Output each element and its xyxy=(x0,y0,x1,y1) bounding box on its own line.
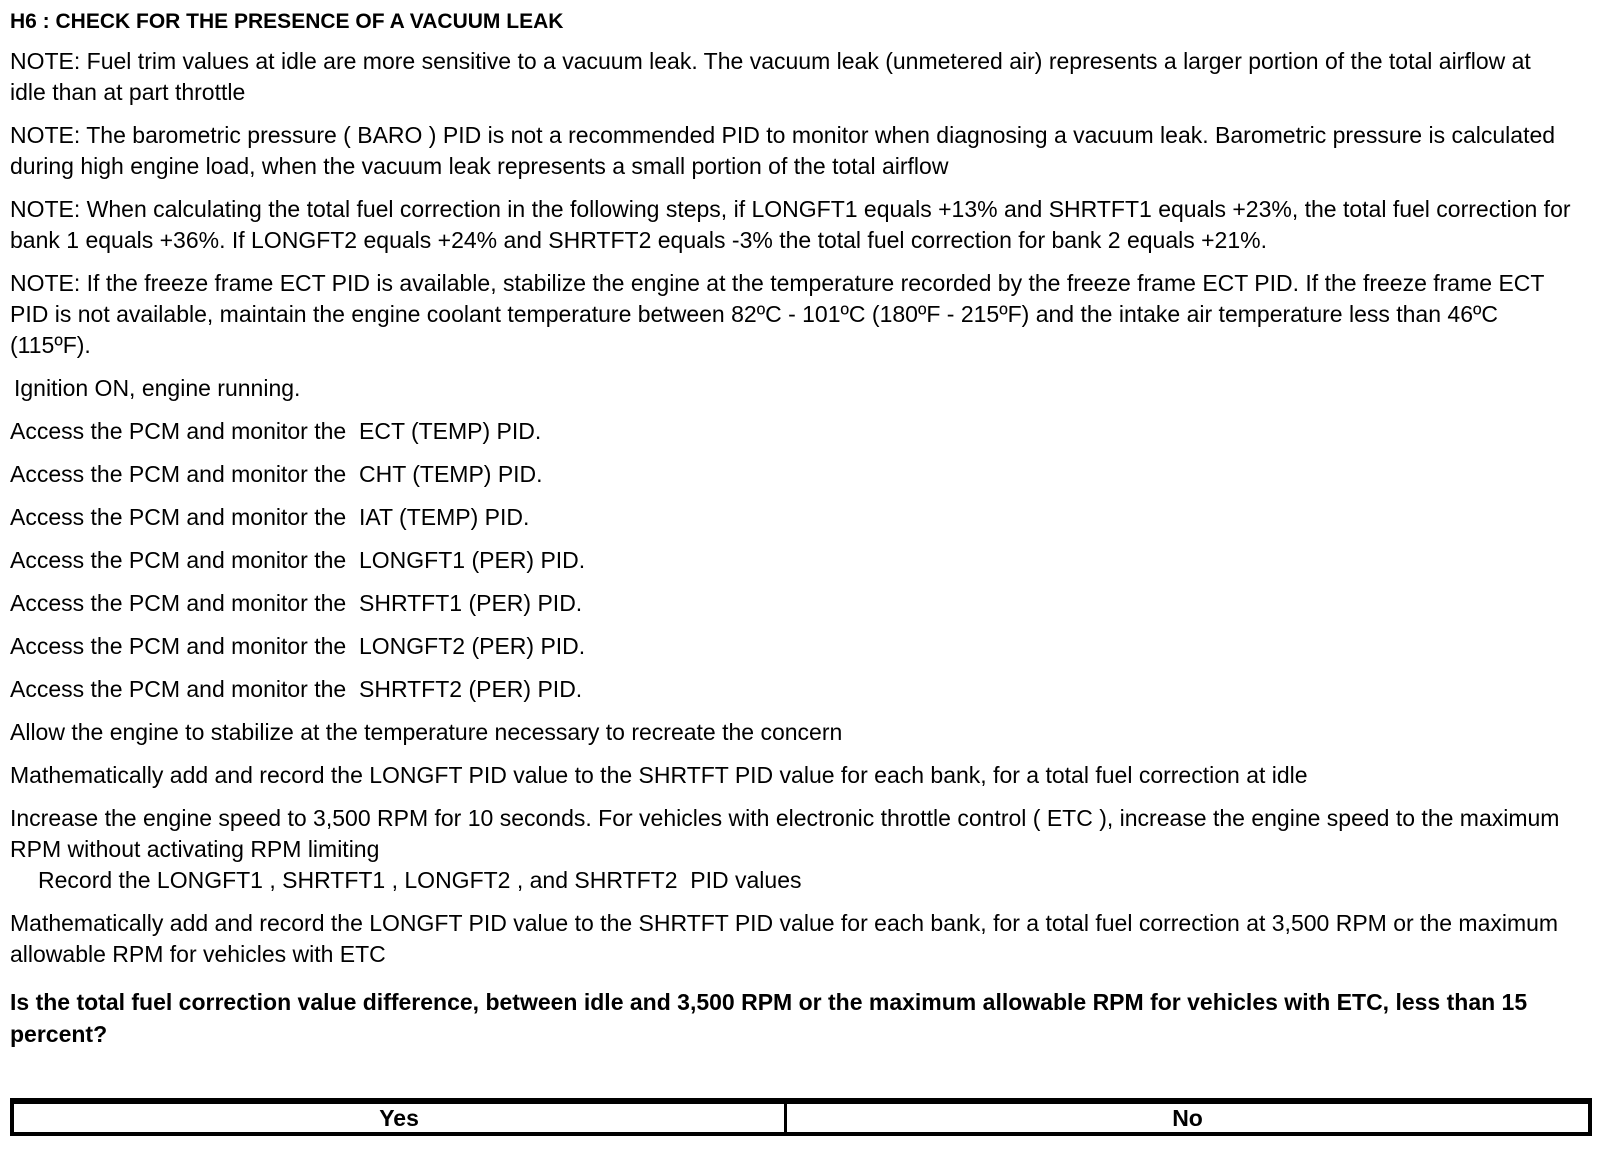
step-monitor-shrtft1-pid: Access the PCM and monitor the SHRTFT1 (PER) PID. xyxy=(10,590,583,616)
step-stabilize-engine-temperature: Allow the engine to stabilize at the temperature necessary to recreate the concern xyxy=(10,719,843,745)
answer-table-row xyxy=(12,1101,1590,1134)
question-text: Is the total fuel correction value difference, between idle and 3,500 RPM or the maximum allowable RPM for vehicles with ETC, less than 15 percent? xyxy=(10,989,1534,1047)
note-freeze-frame-ect: NOTE: If the freeze frame ECT PID is available, stabilize the engine at the temperature recorded by the freeze frame ECT PID. If the freeze frame ECT PID is not available, maintain the engine coolant temperature between 82ºC - 101ºC (180ºF - 215ºF) and the intake air temperature less than 46ºC (115ºF). xyxy=(10,270,1551,358)
step-increase-engine-speed xyxy=(10,803,1572,896)
page-title: H6 : CHECK FOR THE PRESENCE OF A VACUUM LEAK xyxy=(10,10,564,33)
step-monitor-longft1-pid: Access the PCM and monitor the LONGFT1 (PER) PID. xyxy=(10,547,586,573)
step-monitor-cht-pid: Access the PCM and monitor the CHT (TEMP) PID. xyxy=(10,461,543,487)
step-increase-engine-speed-text: Increase the engine speed to 3,500 RPM for 10 seconds. For vehicles with electronic throttle control ( ETC ), increase the engine speed to the maximum RPM without activating RPM limiting xyxy=(10,805,1566,862)
answer-table xyxy=(10,1098,1592,1136)
step-monitor-ect-pid: Access the PCM and monitor the ECT (TEMP) PID. xyxy=(10,418,542,444)
step-total-fuel-correction-3500rpm: Mathematically add and record the LONGFT PID value to the SHRTFT PID value for each bank, for a total fuel correction at 3,500 RPM or the maximum allowable RPM for vehicles with ETC xyxy=(10,910,1565,967)
note-barometric-pressure: NOTE: The barometric pressure ( BARO ) PID is not a recommended PID to monitor when diagnosing a vacuum leak. Barometric pressure is calculated during high engine load, when the vacuum leak represents a small portion of the total airflow xyxy=(10,122,1562,179)
note-fuel-trim-sensitivity: NOTE: Fuel trim values at idle are more sensitive to a vacuum leak. The vacuum leak (unmetered air) represents a larger portion of the total airflow at idle than at part throttle xyxy=(10,48,1538,105)
no-cell: No xyxy=(786,1101,1590,1134)
step-total-fuel-correction-idle: Mathematically add and record the LONGFT PID value to the SHRTFT PID value for each bank, for a total fuel correction at idle xyxy=(10,762,1308,788)
yes-cell: Yes xyxy=(12,1101,786,1134)
step-monitor-longft2-pid: Access the PCM and monitor the LONGFT2 (PER) PID. xyxy=(10,633,586,659)
step-monitor-shrtft2-pid: Access the PCM and monitor the SHRTFT2 (PER) PID. xyxy=(10,676,583,702)
step-record-pid-values: Record the LONGFT1 , SHRTFT1 , LONGFT2 , and SHRTFT2 PID values xyxy=(38,867,802,893)
step-ignition-on: Ignition ON, engine running. xyxy=(14,375,301,401)
note-total-fuel-correction-example: NOTE: When calculating the total fuel correction in the following steps, if LONGFT1 equals +13% and SHRTFT1 equals +23%, the total fuel correction for bank 1 equals +36%. If LONGFT2 equals +24% and SHRTFT2 equals -3% the total fuel correction for bank 2 equals +21%. xyxy=(10,196,1577,253)
step-monitor-iat-pid: Access the PCM and monitor the IAT (TEMP) PID. xyxy=(10,504,530,530)
